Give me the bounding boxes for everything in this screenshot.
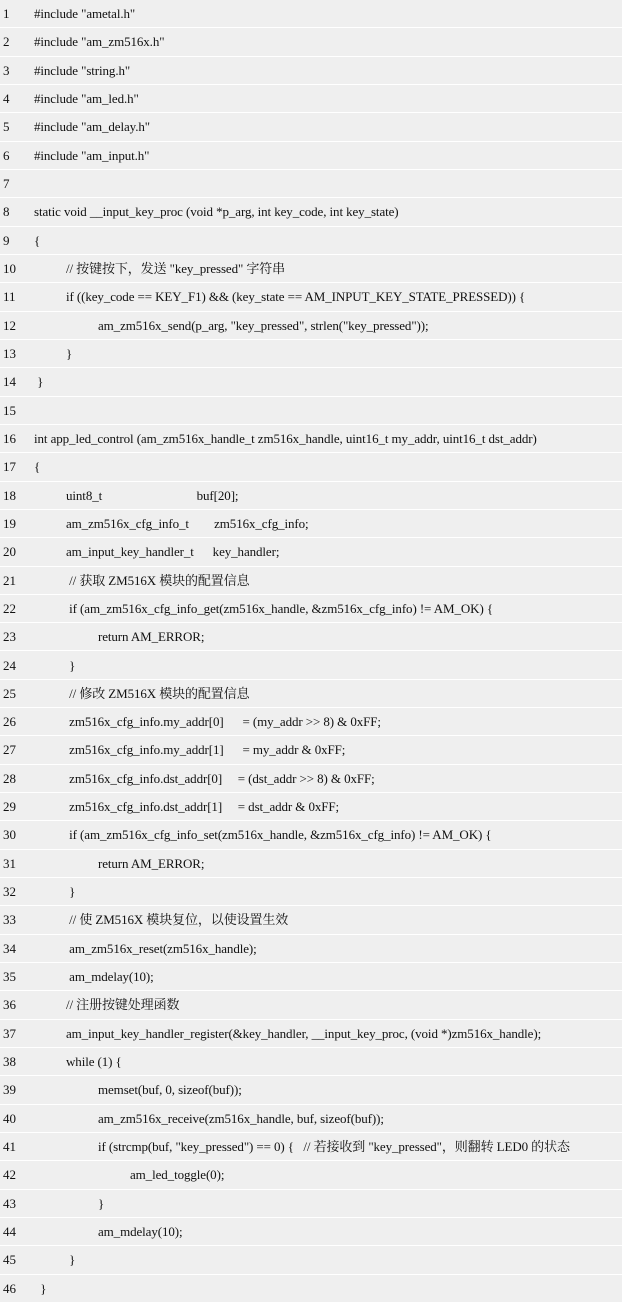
line-number: 11 bbox=[3, 289, 16, 305]
code-line bbox=[0, 1076, 622, 1104]
line-number: 42 bbox=[3, 1167, 16, 1183]
line-number: 32 bbox=[3, 884, 16, 900]
line-code: if (am_zm516x_cfg_info_set(zm516x_handle, &zm516x_cfg_info) != AM_OK) { bbox=[66, 827, 492, 843]
code-line bbox=[0, 170, 622, 198]
line-number: 27 bbox=[3, 742, 16, 758]
line-number: 24 bbox=[3, 657, 16, 673]
line-code: zm516x_cfg_info.dst_addr[1] = dst_addr & 0xFF; bbox=[66, 799, 340, 815]
line-number: 28 bbox=[3, 770, 16, 786]
line-number: 22 bbox=[3, 600, 16, 616]
line-number: 30 bbox=[3, 827, 16, 843]
code-line bbox=[0, 453, 622, 481]
line-number: 33 bbox=[3, 912, 16, 928]
code-line bbox=[0, 227, 622, 255]
line-code: if ((key_code == KEY_F1) && (key_state == AM_INPUT_KEY_STATE_PRESSED)) { bbox=[66, 289, 526, 305]
code-line bbox=[0, 1218, 622, 1246]
code-line bbox=[0, 85, 622, 113]
line-code: #include "string.h" bbox=[34, 62, 131, 78]
line-code: static void __input_key_proc (void *p_arg, int key_code, int key_state) bbox=[34, 204, 399, 220]
code-line bbox=[0, 1246, 622, 1274]
line-code: am_mdelay(10); bbox=[66, 969, 154, 985]
line-code: // 注册按键处理函数 bbox=[66, 997, 180, 1013]
line-number: 45 bbox=[3, 1252, 16, 1268]
line-number: 21 bbox=[3, 572, 16, 588]
code-line bbox=[0, 878, 622, 906]
code-line bbox=[0, 567, 622, 595]
line-code: } bbox=[66, 657, 76, 673]
code-line bbox=[0, 1133, 622, 1161]
line-number: 26 bbox=[3, 714, 16, 730]
line-code: { bbox=[34, 232, 41, 248]
line-code: am_input_key_handler_t key_handler; bbox=[66, 544, 280, 560]
code-line bbox=[0, 906, 622, 934]
code-line bbox=[0, 283, 622, 311]
line-number: 23 bbox=[3, 629, 16, 645]
line-number: 6 bbox=[3, 147, 10, 163]
line-code: am_input_key_handler_register(&key_handler, __input_key_proc, (void *)zm516x_handle); bbox=[66, 1025, 542, 1041]
code-line bbox=[0, 963, 622, 991]
line-code: zm516x_cfg_info.my_addr[0] = (my_addr >> 8) & 0xFF; bbox=[66, 714, 381, 730]
line-number: 39 bbox=[3, 1082, 16, 1098]
line-code: } bbox=[98, 1195, 105, 1211]
line-number: 2 bbox=[3, 34, 10, 50]
line-number: 15 bbox=[3, 402, 16, 418]
line-code: if (strcmp(buf, "key_pressed") == 0) { // 若接收到 "key_pressed"，则翻转 LED0 的状态 bbox=[98, 1139, 570, 1155]
line-code: am_zm516x_reset(zm516x_handle); bbox=[66, 940, 257, 956]
code-line bbox=[0, 28, 622, 56]
code-line bbox=[0, 652, 622, 680]
line-number: 19 bbox=[3, 515, 16, 531]
line-number: 37 bbox=[3, 1025, 16, 1041]
line-code: } bbox=[66, 884, 76, 900]
code-line bbox=[0, 793, 622, 821]
code-line bbox=[0, 0, 622, 28]
code-line bbox=[0, 736, 622, 764]
line-number: 43 bbox=[3, 1195, 16, 1211]
line-number: 40 bbox=[3, 1110, 16, 1126]
code-line bbox=[0, 680, 622, 708]
line-number: 3 bbox=[3, 62, 10, 78]
line-number: 31 bbox=[3, 855, 16, 871]
code-line bbox=[0, 538, 622, 566]
code-line bbox=[0, 1275, 622, 1303]
line-number: 10 bbox=[3, 260, 16, 276]
line-code: } bbox=[66, 345, 73, 361]
code-line bbox=[0, 1161, 622, 1189]
code-line bbox=[0, 1190, 622, 1218]
code-line bbox=[0, 595, 622, 623]
line-code: // 按键按下，发送 "key_pressed" 字符串 bbox=[66, 260, 286, 276]
line-number: 41 bbox=[3, 1139, 16, 1155]
code-line bbox=[0, 1105, 622, 1133]
code-line bbox=[0, 850, 622, 878]
line-number: 16 bbox=[3, 430, 16, 446]
line-code: } bbox=[34, 1280, 47, 1296]
line-number: 14 bbox=[3, 374, 16, 390]
line-code: return AM_ERROR; bbox=[98, 855, 205, 871]
line-code: zm516x_cfg_info.dst_addr[0] = (dst_addr >> 8) & 0xFF; bbox=[66, 770, 375, 786]
line-code: am_led_toggle(0); bbox=[130, 1167, 225, 1183]
line-number: 36 bbox=[3, 997, 16, 1013]
line-number: 9 bbox=[3, 232, 10, 248]
code-line bbox=[0, 312, 622, 340]
code-line bbox=[0, 765, 622, 793]
code-line bbox=[0, 821, 622, 849]
code-line bbox=[0, 142, 622, 170]
line-number: 18 bbox=[3, 487, 16, 503]
line-number: 20 bbox=[3, 544, 16, 560]
line-code: // 使 ZM516X 模块复位，以使设置生效 bbox=[66, 912, 289, 928]
line-code: int app_led_control (am_zm516x_handle_t zm516x_handle, uint16_t my_addr, uint16_t dst_addr) bbox=[34, 430, 537, 446]
code-line bbox=[0, 340, 622, 368]
line-code: } bbox=[66, 1252, 76, 1268]
code-line bbox=[0, 1048, 622, 1076]
line-code: am_zm516x_receive(zm516x_handle, buf, sizeof(buf)); bbox=[98, 1110, 384, 1126]
line-number: 46 bbox=[3, 1280, 16, 1296]
line-code: // 获取 ZM516X 模块的配置信息 bbox=[66, 572, 250, 588]
line-code: #include "am_delay.h" bbox=[34, 119, 150, 135]
line-number: 8 bbox=[3, 204, 10, 220]
code-line bbox=[0, 482, 622, 510]
line-number: 44 bbox=[3, 1224, 16, 1240]
line-number: 35 bbox=[3, 969, 16, 985]
line-number: 25 bbox=[3, 685, 16, 701]
line-number: 7 bbox=[3, 175, 10, 191]
code-line bbox=[0, 57, 622, 85]
line-code: memset(buf, 0, sizeof(buf)); bbox=[98, 1082, 242, 1098]
code-line bbox=[0, 991, 622, 1019]
code-line bbox=[0, 113, 622, 141]
line-code: // 修改 ZM516X 模块的配置信息 bbox=[66, 685, 250, 701]
line-code: if (am_zm516x_cfg_info_get(zm516x_handle, &zm516x_cfg_info) != AM_OK) { bbox=[66, 600, 493, 616]
line-code: #include "am_led.h" bbox=[34, 90, 139, 106]
line-number: 13 bbox=[3, 345, 16, 361]
line-code: #include "ametal.h" bbox=[34, 6, 136, 21]
code-line bbox=[0, 397, 622, 425]
code-line bbox=[0, 935, 622, 963]
line-code: uint8_t buf[20]; bbox=[66, 487, 239, 503]
code-line bbox=[0, 623, 622, 651]
line-code: while (1) { bbox=[66, 1054, 122, 1070]
line-code: } bbox=[34, 374, 44, 390]
line-code: am_mdelay(10); bbox=[98, 1224, 183, 1240]
line-number: 29 bbox=[3, 799, 16, 815]
line-number: 38 bbox=[3, 1054, 16, 1070]
line-number: 17 bbox=[3, 459, 16, 475]
line-code: am_zm516x_cfg_info_t zm516x_cfg_info; bbox=[66, 515, 309, 531]
code-line bbox=[0, 425, 622, 453]
code-line bbox=[0, 510, 622, 538]
line-number: 12 bbox=[3, 317, 16, 333]
line-code: #include "am_zm516x.h" bbox=[34, 34, 165, 50]
line-number: 1 bbox=[3, 6, 10, 21]
code-line bbox=[0, 708, 622, 736]
line-number: 5 bbox=[3, 119, 10, 135]
line-code: { bbox=[34, 459, 41, 475]
code-line bbox=[0, 368, 622, 396]
line-code: zm516x_cfg_info.my_addr[1] = my_addr & 0xFF; bbox=[66, 742, 346, 758]
line-code: #include "am_input.h" bbox=[34, 147, 150, 163]
line-code: am_zm516x_send(p_arg, "key_pressed", strlen("key_pressed")); bbox=[98, 317, 429, 333]
code-line bbox=[0, 255, 622, 283]
line-number: 4 bbox=[3, 90, 10, 106]
code-line bbox=[0, 1020, 622, 1048]
code-line bbox=[0, 198, 622, 226]
line-code: return AM_ERROR; bbox=[98, 629, 205, 645]
line-number: 34 bbox=[3, 940, 16, 956]
